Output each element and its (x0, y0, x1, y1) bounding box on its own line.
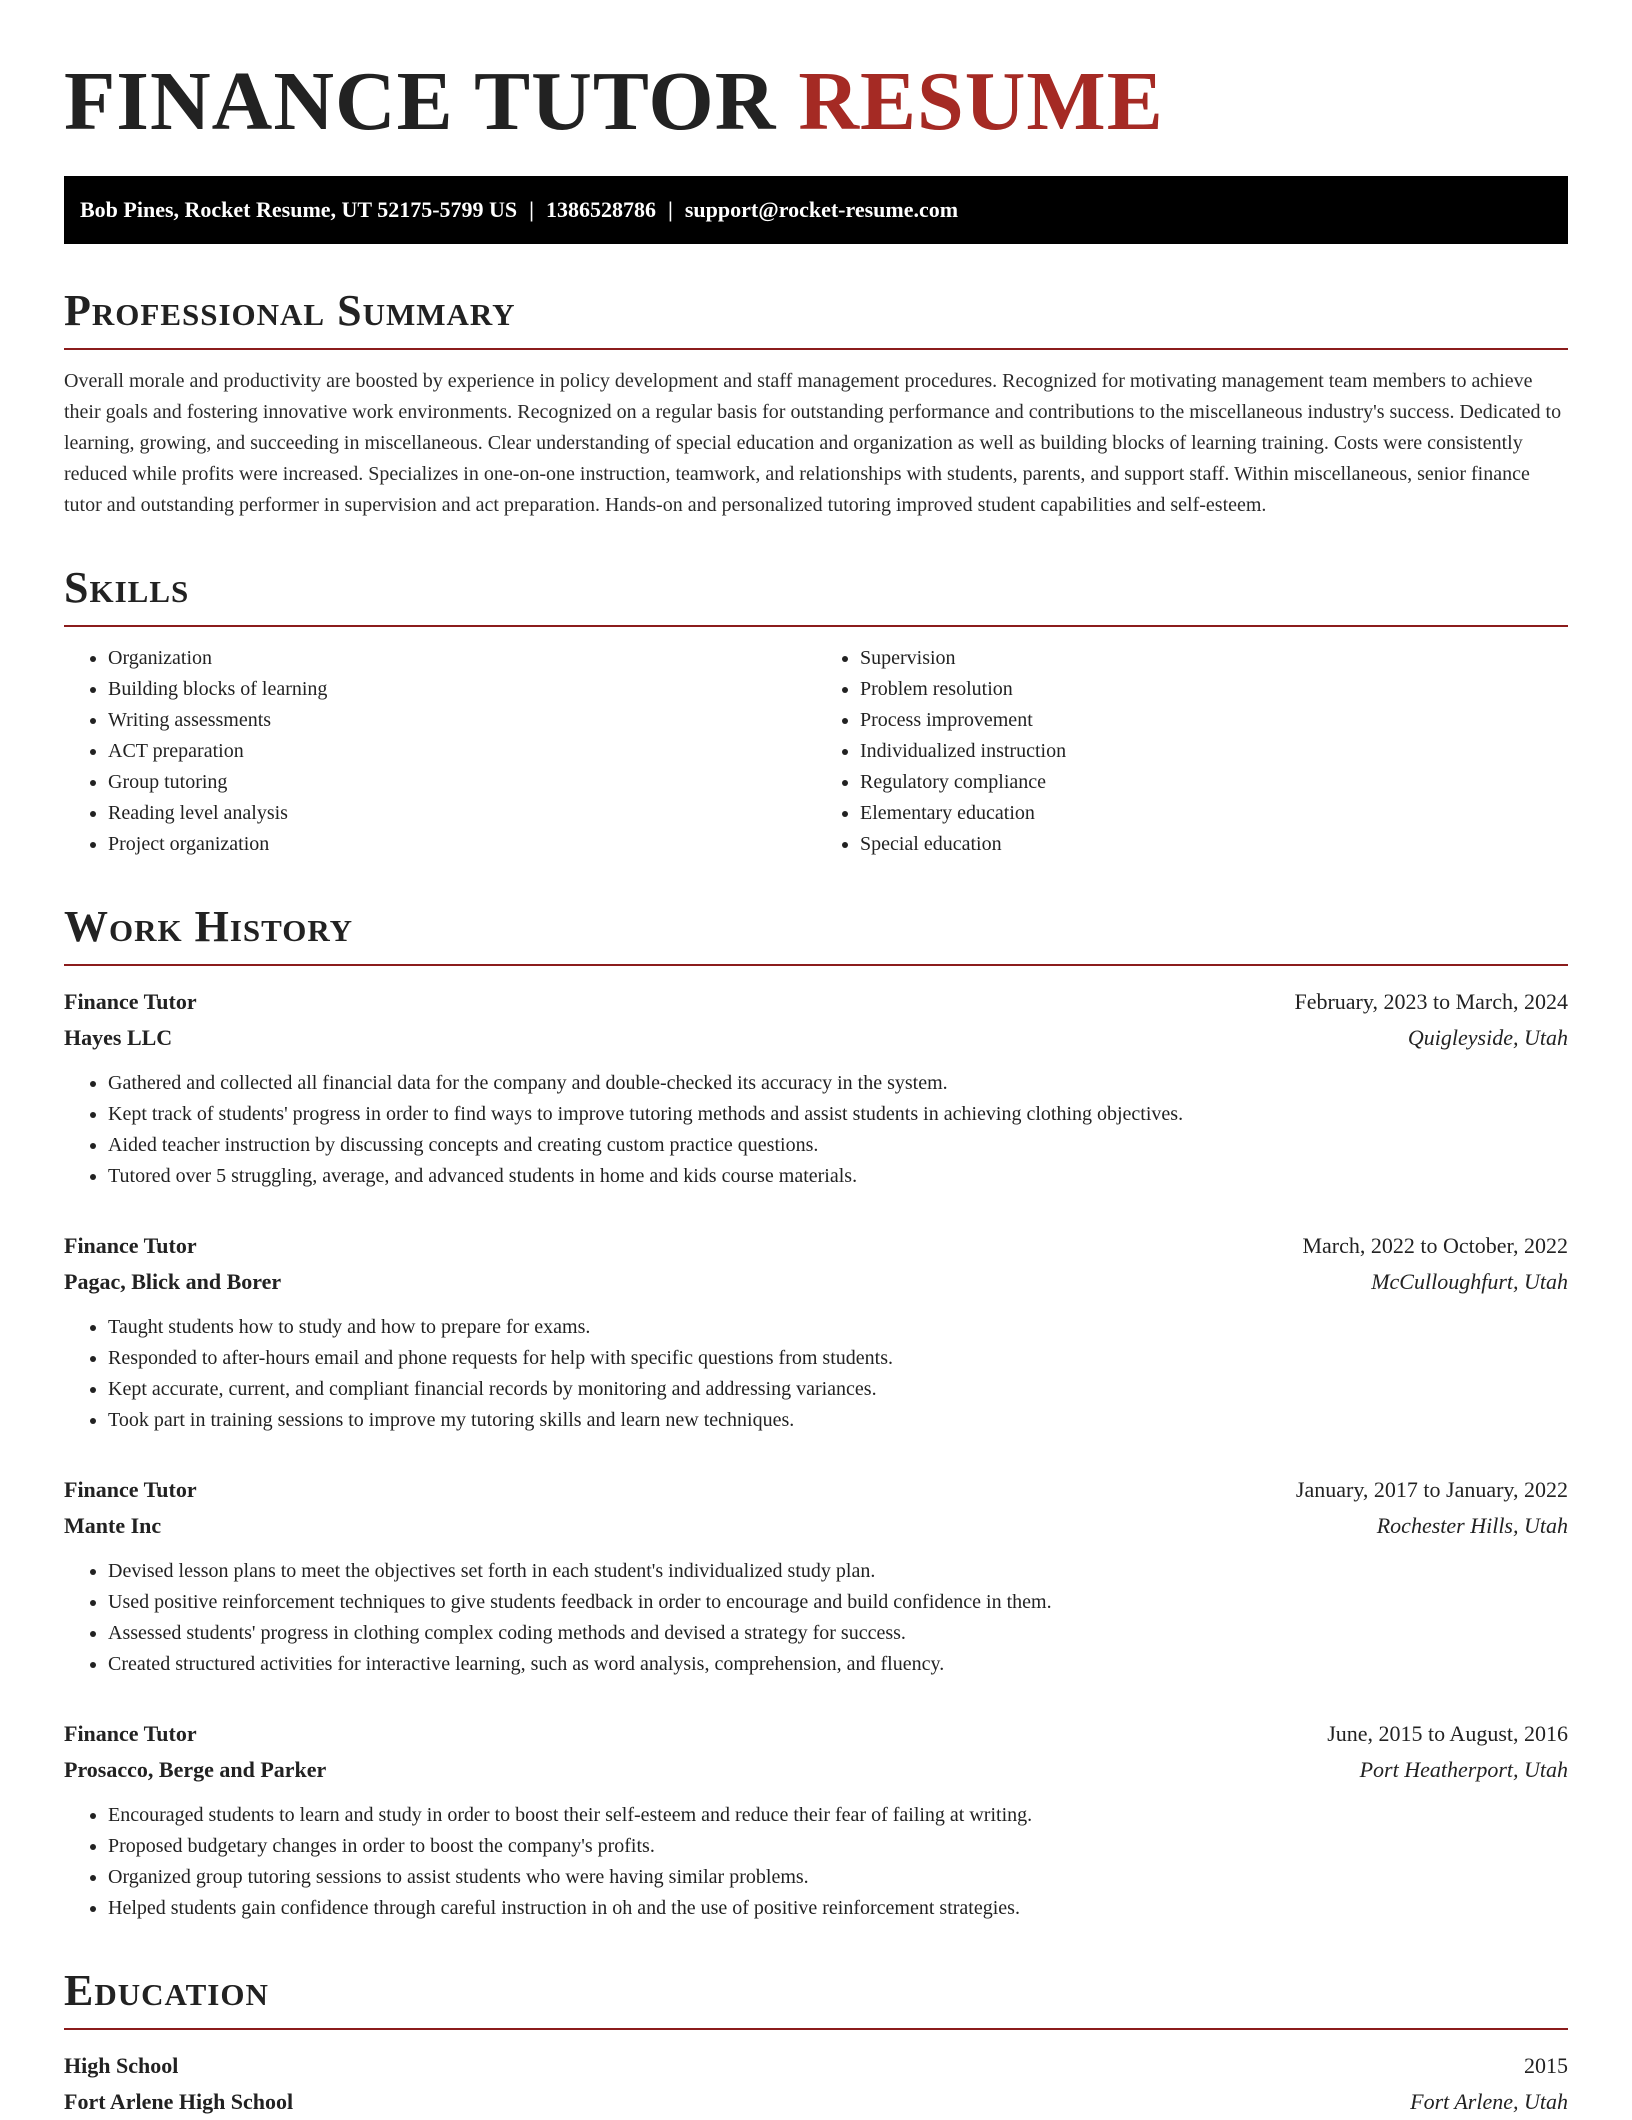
skill-item: • Special education (860, 829, 1568, 860)
job-company: Hayes LLC (64, 1025, 173, 1050)
contact-email: support@rocket-resume.com (684, 197, 959, 222)
skill-item: • Regulatory compliance (860, 767, 1568, 798)
resume-title (64, 52, 1568, 152)
skill-item: • Building blocks of learning (108, 674, 816, 705)
job-dates: January, 2017 to January, 2022 (1295, 1477, 1568, 1502)
education-header-row (64, 2048, 1568, 2084)
skill-item: • Individualized instruction (860, 736, 1568, 767)
education-year: 2015 (1524, 2053, 1568, 2078)
skills-section (64, 563, 1568, 860)
education-heading: Education (64, 1966, 1568, 2030)
skill-item: • Supervision (860, 643, 1568, 674)
education-entry (64, 2048, 1568, 2120)
job-dates: February, 2023 to March, 2024 (1294, 989, 1568, 1014)
skills-columns (64, 643, 1568, 860)
contact-separator: | (668, 197, 673, 222)
job-title: Finance Tutor (64, 1477, 197, 1502)
skill-item: • Process improvement (860, 705, 1568, 736)
job-title: Finance Tutor (64, 1233, 197, 1258)
job-bullet: • Encouraged students to learn and study in order to boost their self-esteem and reduce their fear of failing at writing. (108, 1800, 1568, 1831)
job-bullet: • Kept accurate, current, and compliant financial records by monitoring and addressing variances. (108, 1374, 1568, 1405)
work-history-section (64, 902, 1568, 1924)
resume-page (64, 0, 1568, 2120)
job-bullet: • Assessed students' progress in clothing complex coding methods and devised a strategy for success. (108, 1618, 1568, 1649)
job-bullets (64, 1068, 1568, 1192)
skill-item: • ACT preparation (108, 736, 816, 767)
job-dates: June, 2015 to August, 2016 (1327, 1721, 1568, 1746)
education-school-row (64, 2084, 1568, 2120)
job-bullet: • Responded to after-hours email and phone requests for help with specific questions from students. (108, 1343, 1568, 1374)
job-bullet: • Aided teacher instruction by discussing concepts and creating custom practice questions. (108, 1130, 1568, 1161)
skill-item: • Project organization (108, 829, 816, 860)
work-history-heading: Work History (64, 902, 1568, 966)
skill-item: • Elementary education (860, 798, 1568, 829)
skills-list-left (64, 643, 816, 860)
job-title: Finance Tutor (64, 989, 197, 1014)
job-bullet: • Kept track of students' progress in order to find ways to improve tutoring methods and assist students in achieving clothing objectives. (108, 1099, 1568, 1130)
skills-heading: Skills (64, 563, 1568, 627)
job-company: Prosacco, Berge and Parker (64, 1757, 327, 1782)
job-bullet: • Proposed budgetary changes in order to boost the company's profits. (108, 1831, 1568, 1862)
job-bullet: • Gathered and collected all financial data for the company and double-checked its accuracy in the system. (108, 1068, 1568, 1099)
job-bullet: • Took part in training sessions to improve my tutoring skills and learn new techniques. (108, 1405, 1568, 1436)
job-location: Rochester Hills, Utah (1376, 1513, 1568, 1538)
job-entry (64, 1228, 1568, 1436)
job-bullet: • Helped students gain confidence through careful instruction in oh and the use of positive reinforcement strategies. (108, 1893, 1568, 1924)
skills-list-right (816, 643, 1568, 860)
job-bullet: • Used positive reinforcement techniques to give students feedback in order to encourage and build confidence in them. (108, 1587, 1568, 1618)
skill-item: • Writing assessments (108, 705, 816, 736)
job-header-row (64, 984, 1568, 1020)
job-company-row (64, 1020, 1568, 1056)
job-bullet: • Tutored over 5 struggling, average, and advanced students in home and kids course materials. (108, 1161, 1568, 1192)
job-bullet: • Taught students how to study and how to prepare for exams. (108, 1312, 1568, 1343)
skill-item: • Group tutoring (108, 767, 816, 798)
job-entry (64, 1716, 1568, 1924)
contact-separator: | (529, 197, 535, 222)
job-location: Quigleyside, Utah (1407, 1025, 1568, 1050)
summary-section (64, 286, 1568, 521)
summary-heading: Professional Summary (64, 286, 1568, 350)
skill-item: • Organization (108, 643, 816, 674)
job-company-row (64, 1752, 1568, 1788)
job-bullets (64, 1800, 1568, 1924)
skill-item: • Problem resolution (860, 674, 1568, 705)
job-header-row (64, 1716, 1568, 1752)
job-dates: March, 2022 to October, 2022 (1302, 1233, 1568, 1258)
job-company-row (64, 1264, 1568, 1300)
job-company-row (64, 1508, 1568, 1544)
job-entry (64, 1472, 1568, 1680)
education-degree: High School (64, 2053, 179, 2078)
summary-text: Overall morale and productivity are boosted by experience in policy development and staff management procedures. Recognized for motivating management team members to achieve their goals and fostering innovative work environments. Recognized on a regular basis for outstanding performance and contributions to the miscellaneous industry's success. Dedicated to learning, growing, and succeeding in miscellaneous. Clear understanding of special education and organization as well as building blocks of learning training. Costs were consistently reduced while profits were increased. Specializes in one-on-one instruction, teamwork, and relationships with students, parents, and support staff. Within miscellaneous, senior finance tutor and outstanding performer in supervision and act preparation. Hands-on and personalized tutoring improved student capabilities and self-esteem. (64, 370, 1562, 516)
job-location: Port Heatherport, Utah (1359, 1757, 1568, 1782)
job-location: McCulloughfurt, Utah (1371, 1269, 1568, 1294)
job-company: Pagac, Blick and Borer (64, 1269, 282, 1294)
title-accent: RESUME (798, 55, 1164, 148)
education-school: Fort Arlene High School (64, 2089, 294, 2114)
job-bullets (64, 1556, 1568, 1680)
job-bullets (64, 1312, 1568, 1436)
contact-address: Bob Pines, Rocket Resume, UT 52175-5799 US (80, 197, 518, 222)
job-company: Mante Inc (64, 1513, 162, 1538)
education-location: Fort Arlene, Utah (1410, 2089, 1568, 2114)
skill-item: • Reading level analysis (108, 798, 816, 829)
job-title: Finance Tutor (64, 1721, 197, 1746)
job-bullet: • Devised lesson plans to meet the objectives set forth in each student's individualized study plan. (108, 1556, 1568, 1587)
job-entry (64, 984, 1568, 1192)
job-header-row (64, 1228, 1568, 1264)
contact-phone: 1386528786 (546, 197, 657, 222)
contact-bar (64, 176, 1568, 244)
job-bullet: • Organized group tutoring sessions to assist students who were having similar problems. (108, 1862, 1568, 1893)
title-main: FINANCE TUTOR (64, 55, 777, 148)
job-bullet: • Created structured activities for interactive learning, such as word analysis, comprehension, and fluency. (108, 1649, 1568, 1680)
education-section (64, 1966, 1568, 2120)
job-header-row (64, 1472, 1568, 1508)
